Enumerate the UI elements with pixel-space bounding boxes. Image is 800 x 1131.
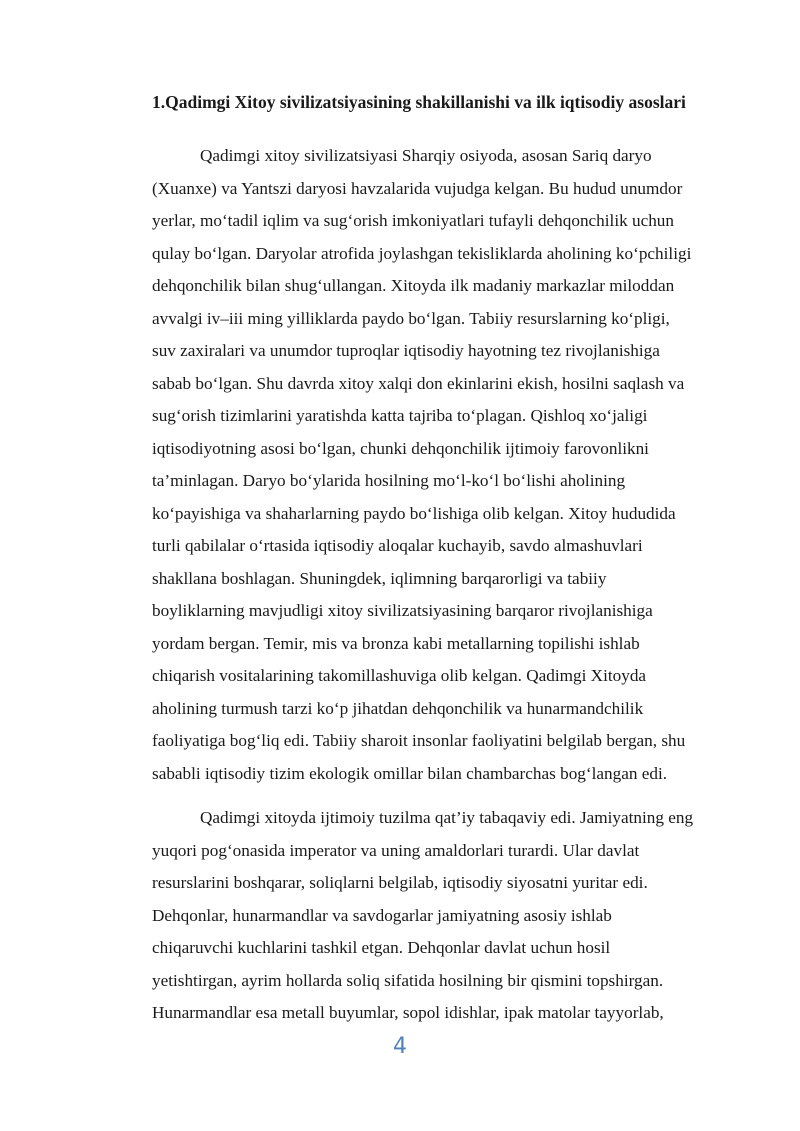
- paragraph-line: Hunarmandlar esa metall buyumlar, sopol idishlar, ipak matolar tayyorlab,: [152, 1003, 664, 1022]
- paragraph-line: faoliyatiga bog‘liq edi. Tabiiy sharoit insonlar faoliyatini belgilab bergan, shu: [152, 731, 686, 750]
- paragraph-line: yordam bergan. Temir, mis va bronza kabi metallarning topilishi ishlab: [152, 633, 640, 653]
- paragraph-line: resurslarini boshqarar, soliqlarni belgilab, iqtisodiy siyosatni yuritar edi.: [152, 873, 648, 892]
- section-heading: 1.Qadimgi Xitoy sivilizatsiyasining shakillanishi va ilk iqtisodiy asoslari: [152, 92, 686, 112]
- paragraph-line: ta’minlagan. Daryo bo‘ylarida hosilning mo‘l-ko‘l bo‘lishi aholining: [152, 471, 626, 490]
- paragraph-line: yuqori pog‘onasida imperator va uning amaldorlari turardi. Ular davlat: [152, 840, 640, 860]
- paragraph-line: shakllana boshlagan. Shuningdek, iqlimning barqarorligi va tabiiy: [152, 568, 607, 588]
- paragraph-line: turli qabilalar o‘rtasida iqtisodiy aloqalar kuchayib, savdo almashuvlari: [152, 536, 643, 555]
- paragraph-line: (Xuanxe) va Yantszi daryosi havzalarida vujudga kelgan. Bu hudud unumdor: [152, 178, 683, 198]
- paragraph-line: Qadimgi xitoy sivilizatsiyasi Sharqiy osiyoda, asosan Sariq daryo: [200, 146, 652, 165]
- paragraph-line: Dehqonlar, hunarmandlar va savdogarlar jamiyatning asosiy ishlab: [152, 905, 612, 925]
- paragraph-line: sababli iqtisodiy tizim ekologik omillar bilan chambarchas bog‘langan edi.: [152, 763, 668, 783]
- paragraph: [152, 802, 744, 1030]
- paragraph-line: yerlar, mo‘tadil iqlim va sug‘orish imkoniyatlari tufayli dehqonchilik uchun: [152, 211, 674, 230]
- paragraph-line: boyliklarning mavjudligi xitoy sivilizatsiyasining barqaror rivojlanishiga: [152, 601, 653, 620]
- document-body: [152, 88, 744, 1042]
- paragraph-line: sabab bo‘lgan. Shu davrda xitoy xalqi don ekinlarini ekish, hosilni saqlash va: [152, 373, 685, 393]
- paragraph-line: sug‘orish tizimlarini yaratishda katta tajriba to‘plagan. Qishloq xo‘jaligi: [152, 406, 648, 425]
- paragraph-line: qulay bo‘lgan. Daryolar atrofida joylashgan tekisliklarda aholining ko‘pchiligi: [152, 243, 692, 263]
- paragraph-line: iqtisodiyotning asosi bo‘lgan, chunki dehqonchilik ijtimoiy farovonlikni: [152, 438, 649, 458]
- paragraphs-container: [152, 140, 744, 1030]
- paragraph-line: yetishtirgan, ayrim hollarda soliq sifatida hosilning bir qismini topshirgan.: [152, 970, 664, 990]
- paragraph-line: aholining turmush tarzi ko‘p jihatdan dehqonchilik va hunarmandchilik: [152, 698, 644, 718]
- paragraph-line: ko‘payishiga va shaharlarning paydo bo‘lishiga olib kelgan. Xitoy hududida: [152, 503, 676, 523]
- page-number: 4: [393, 1034, 407, 1059]
- paragraph-line: avvalgi iv–iii ming yilliklarda paydo bo‘lgan. Tabiiy resurslarning ko‘pligi,: [152, 308, 670, 328]
- paragraph: [152, 140, 744, 790]
- paragraph-line: suv zaxiralari va unumdor tuproqlar iqtisodiy hayotning tez rivojlanishiga: [152, 341, 660, 360]
- paragraph-line: Qadimgi xitoyda ijtimoiy tuzilma qat’iy tabaqaviy edi. Jamiyatning eng: [200, 808, 694, 827]
- paragraph-line: dehqonchilik bilan shug‘ullangan. Xitoyda ilk madaniy markazlar miloddan: [152, 276, 675, 295]
- paragraph-line: chiqaruvchi kuchlarini tashkil etgan. Dehqonlar davlat uchun hosil: [152, 938, 611, 957]
- paragraph-line: chiqarish vositalarining takomillashuviga olib kelgan. Qadimgi Xitoyda: [152, 666, 647, 685]
